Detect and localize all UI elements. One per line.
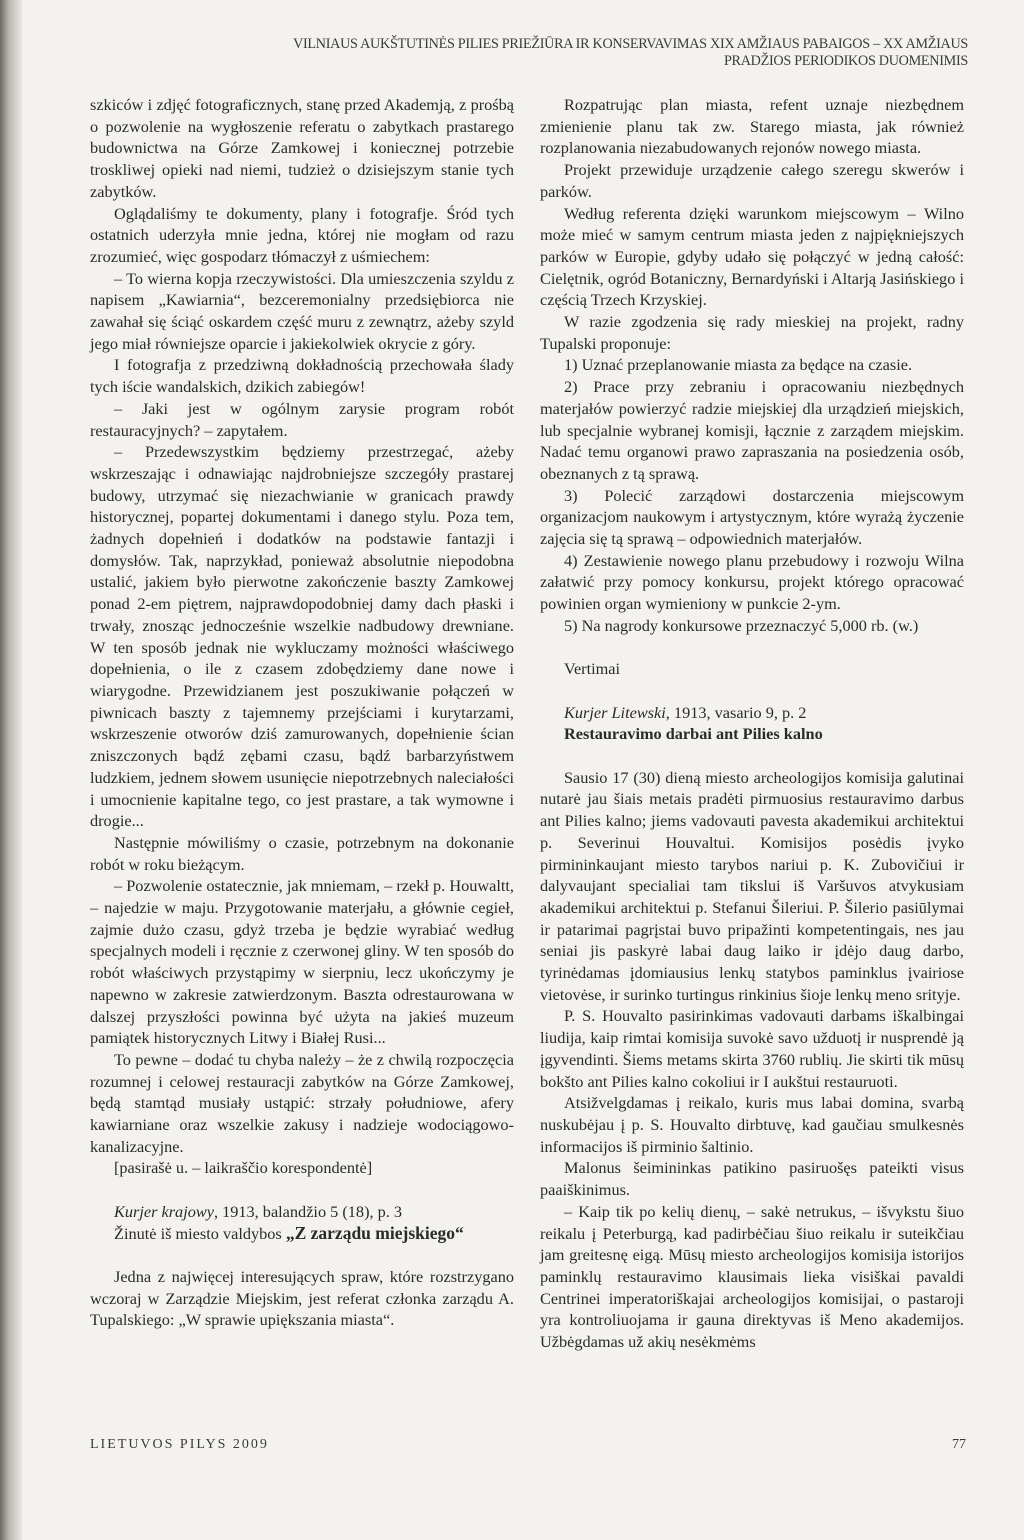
source-publication: Kurjer Litewski: [564, 702, 666, 722]
source-citation: [90, 1201, 514, 1223]
paragraph: To pewne – dodać tu chyba należy – że z chwilą rozpoczęcia rozumnej i celowej restauracji zabytków na Górze Zamkowej, będą stamtąd musiały ustąpić: strzały południowe, afery kawiarniane oraz wszelkie zakusy i nadzieje wodociągowo-kanalizacyjne.: [90, 1049, 514, 1156]
section-heading: Restauravimo darbai ant Pilies kalno: [564, 724, 823, 744]
list-item: 4) Zestawienie nowego planu przebudowy i rozwoju Wilna załatwić przy pomocy konkursu, projekt którego opracować powinien organ wymieniony w punkcie 2-ym.: [540, 550, 964, 614]
section-gap: [540, 745, 964, 767]
left-column: [90, 94, 514, 1331]
section-heading-bold: „Z zarządu miejskiego“: [285, 1222, 464, 1243]
section-heading-text: Žinutė iš miesto valdybos: [114, 1223, 286, 1243]
section-gap: [90, 1179, 514, 1201]
paragraph: W razie zgodzenia się rady mieskiej na projekt, radny Tupalski proponuje:: [540, 312, 964, 353]
page-number: 77: [952, 1437, 966, 1452]
running-head: [208, 36, 968, 70]
paragraph: – Przedewszystkim będziemy przestrzegać, ażeby wskrzeszając i odnawiając najdrobniejsze szczegóły prastarej budowy, utrzymać się niezachwianie w granicach prawdy historycznej, popartej dokumentami i danego stylu. Poza tem, żadnych dopełnień i dodatków na podstawie fantazji i domysłów. Tak, naprzykład, ponieważ absolutnie niepodobna ustalić, jakiem było pierwotne zakończenie baszty Zamkowej ponad 2-em piętrem, najprawdopodobniej damy dach płaski i trwały, znosząc jednocześnie wszelkie nadbudowy drewniane. W ten sposób jednak nie wykluczamy możności właściwego dopełnienia, o ile z czasem zdobędziemy dane nowe i wiarygodne. Przewidzianem jest poszukiwanie połączeń w piwnicach baszty z tajemnemy przejściami i kurytarzami, wskrzeszenie otworów dziś zamurowanych, dopełnienie ścian zniszczonych bądź zębami czasu, bądź barbarzyństwem ludzkiem, jednem słowem usunięcie niepotrzebnych naleciałości i umocnienie kapitalne tego, co jest prastare, a tak wymowne i drogie...: [90, 442, 514, 831]
paragraph: Jedna z najwięcej interesujących spraw, które rozstrzygano wczoraj w Zarządzie Miejskim, jest referat członka zarządu A. Tupalskiego: „W sprawie upiększania miasta“.: [90, 1266, 514, 1330]
paragraph: Malonus šeimininkas patikino pasiruošęs pateikti visus paaiškinimus.: [540, 1158, 964, 1200]
source-date: , 1913, vasario 9, p. 2: [665, 702, 807, 722]
proposal-list: [540, 354, 964, 636]
source-citation: [540, 702, 964, 724]
translations-label: Vertimai: [564, 659, 621, 679]
section-gap: [540, 637, 964, 659]
list-item: 3) Polecić zarządowi dostarczenia miejscowym organizacjom naukowym i artystycznym, które wyrażą życzenie zajęcia się tą sprawą – odpowiednich materjałów.: [540, 485, 964, 549]
signature-note: [pasirašė u. – laikraščio korespondentė]: [114, 1158, 373, 1178]
paragraph: – Kaip tik po kelių dienų, – sakė netrukus, – išvykstu šiuo reikalu į Peterburgą, kad padirbėčiau šiuo reikalu ir suteikčiau jam greitesnę eigą. Mūsų miesto archeologijos komisija istorijos paminklų restauravimo klausimais lieka visiškai pavaldi Centrinei imperatoriškajai archeologijos komisijai, o pastaroji yra kontroliuojama ir gauna direktyvas iš Meno akademijos. Užbėgdamas už akių nesėkmėms: [540, 1201, 964, 1352]
paragraph: Według referenta dzięki warunkom miejscowym – Wilno może mieć w samym centrum miasta jeden z najpiękniejszych parków w Europie, gdyby udało się połączyć w jedną całość: Cielętnik, ogród Botaniczny, Bernardyński i Altarją Jasińskiego i częścią Trzech Krzyskiej.: [540, 203, 964, 310]
paragraph: Projekt przewiduje urządzenie całego szeregu skwerów i parków.: [540, 160, 964, 201]
paragraph: – Pozwolenie ostatecznie, jak mniemam, – rzekł p. Houwaltt, – najedzie w maju. Przygotowanie materjału, a głównie cegieł, zajmie dużo czasu, gdyż trzeba je będzie wyrabiać według specjalnych modeli i ręcznie z czerwonej gliny. W ten sposób do robót właściwych przystąpimy w sierpniu, lecz ukończymy je napewno w zakresie zatwierdzonym. Baszta odrestaurowana w dalszej przyszłości powinna być użyta na jakieś muzeum pamiątek historycznych Litwy i Białej Rusi...: [90, 876, 514, 1048]
list-item: 5) Na nagrody konkursowe przeznaczyć 5,000 rb. (w.): [564, 615, 919, 635]
paragraph: – To wierna kopja rzeczywistości. Dla umieszczenia szyldu z napisem „Kawiarnia“, bezceremonialny przedsiębiorca nie zawahał się ściąć oskardem część muru z zewnątrz, ażeby szyld jego miał równiejsze oparcie i jakiekolwiek okrycie z góry.: [90, 268, 514, 353]
paragraph: Następnie mówiliśmy o czasie, potrzebnym na dokonanie robót w roku bieżącym.: [90, 832, 514, 874]
source-date: , 1913, balandžio 5 (18), p. 3: [213, 1201, 403, 1221]
binding-shadow: [0, 0, 22, 1540]
running-head-line-2: PRADŽIOS PERIODIKOS DUOMENIMIS: [723, 53, 968, 69]
paragraph: Oglądaliśmy te dokumenty, plany i fotografje. Śród tych ostatnich uderzyła mnie jedna, której nie mogłam od razu zrozumieć, więc gospodarz tłómaczył z uśmiechem:: [90, 203, 514, 266]
paragraph: Atsižvelgdamas į reikalo, kuris mus labai domina, svarbą nuskubėjau į p. S. Houvalto dirbtuvę, kad gaučiau smulkesnės informacijos iš pirminio šaltinio.: [540, 1093, 964, 1156]
section-gap: [540, 680, 964, 702]
paragraph: I fotografja z przedziwną dokładnością przechowała ślady tych iście wandalskich, dzikich zabiegów!: [90, 355, 514, 397]
source-publication: Kurjer krajowy: [114, 1201, 214, 1221]
right-column: [540, 94, 964, 1353]
running-head-line-1: VILNIAUS AUKŠTUTINĖS PILIES PRIEŽIŪRA IR KONSERVAVIMAS XIX AMŽIAUS PABAIGOS – XX AMŽIAUS: [293, 36, 968, 52]
list-item: 1) Uznać przeplanowanie miasta za będące na czasie.: [564, 355, 913, 375]
section-gap: [90, 1244, 514, 1266]
list-item: 2) Prace przy zebraniu i opracowaniu niezbędnych materjałów powierzyć radzie miejskiej dla urządzień miejskich, lub specjalnie wybranej komisji, łącznie z zarządem miejskim. Nadać temu organowi prawo zapraszania na posiedzenia osób, obeznanych z tą sprawą.: [540, 377, 964, 483]
paragraph: – Jaki jest w ogólnym zarysie program robót restauracyjnych? – zapytałem.: [90, 398, 514, 440]
section-heading: [90, 1223, 514, 1245]
journal-footer: LIETUVOS PILYS 2009: [90, 1437, 269, 1452]
paragraph: Rozpatrując plan miasta, refent uznaje niezbędnem zmienienie planu tak zw. Starego miasta, jak również rozplanowania niezabudowanych rejonów nowego miasta.: [540, 95, 964, 158]
paragraph: Sausio 17 (30) dieną miesto archeologijos komisija galutinai nutarė jau šiais metais pradėti pirmuosius restauravimo darbus ant Pilies kalno; jiems vadovauti pavesta akademikui architektui p. Severinui Houvaltui. Komisijos posėdis įvyko pirmininkaujant miesto tarybos nariui p. K. Zubovičiui ir dalyvaujant specialiai tam tikslui iš Varšuvos atvykusiam akademikui architektui p. Stefanui Šileriui. P. Šilerio pasiūlymai ir patarimai pagrįstai buvo pripažinti kompetentingais, nes jau seniai jis paskyrė labai daug laiko ir įdėjo daug darbo, tyrinėdamas įdomiausius lenkų statybos paminklus įvairiose vietovėse, ir surinko turtingus rinkinius šioje lenkų meno srityje.: [540, 767, 964, 1004]
paragraph: P. S. Houvalto pasirinkimas vadovauti darbams iškalbingai liudija, kaip rimtai komisija suvokė savo užduotį ir nusprendė ją įgyvendinti. Šiems metams skirta 3760 rublių. Jie skirti tik mūsų bokšto ant Pilies kalno cokoliui ir I aukštui restauruoti.: [540, 1006, 964, 1091]
paragraph: szkiców i zdjęć fotograficznych, stanę przed Akademją, z prośbą o pozwolenie na wygłoszenie referatu o zabytkach prastarego budownictwa na Górze Zamkowej i koniecznej potrzebie troskliwej opieki nad niemi, tudzież o dzisiejszym stanie tych zabytków.: [90, 95, 514, 201]
